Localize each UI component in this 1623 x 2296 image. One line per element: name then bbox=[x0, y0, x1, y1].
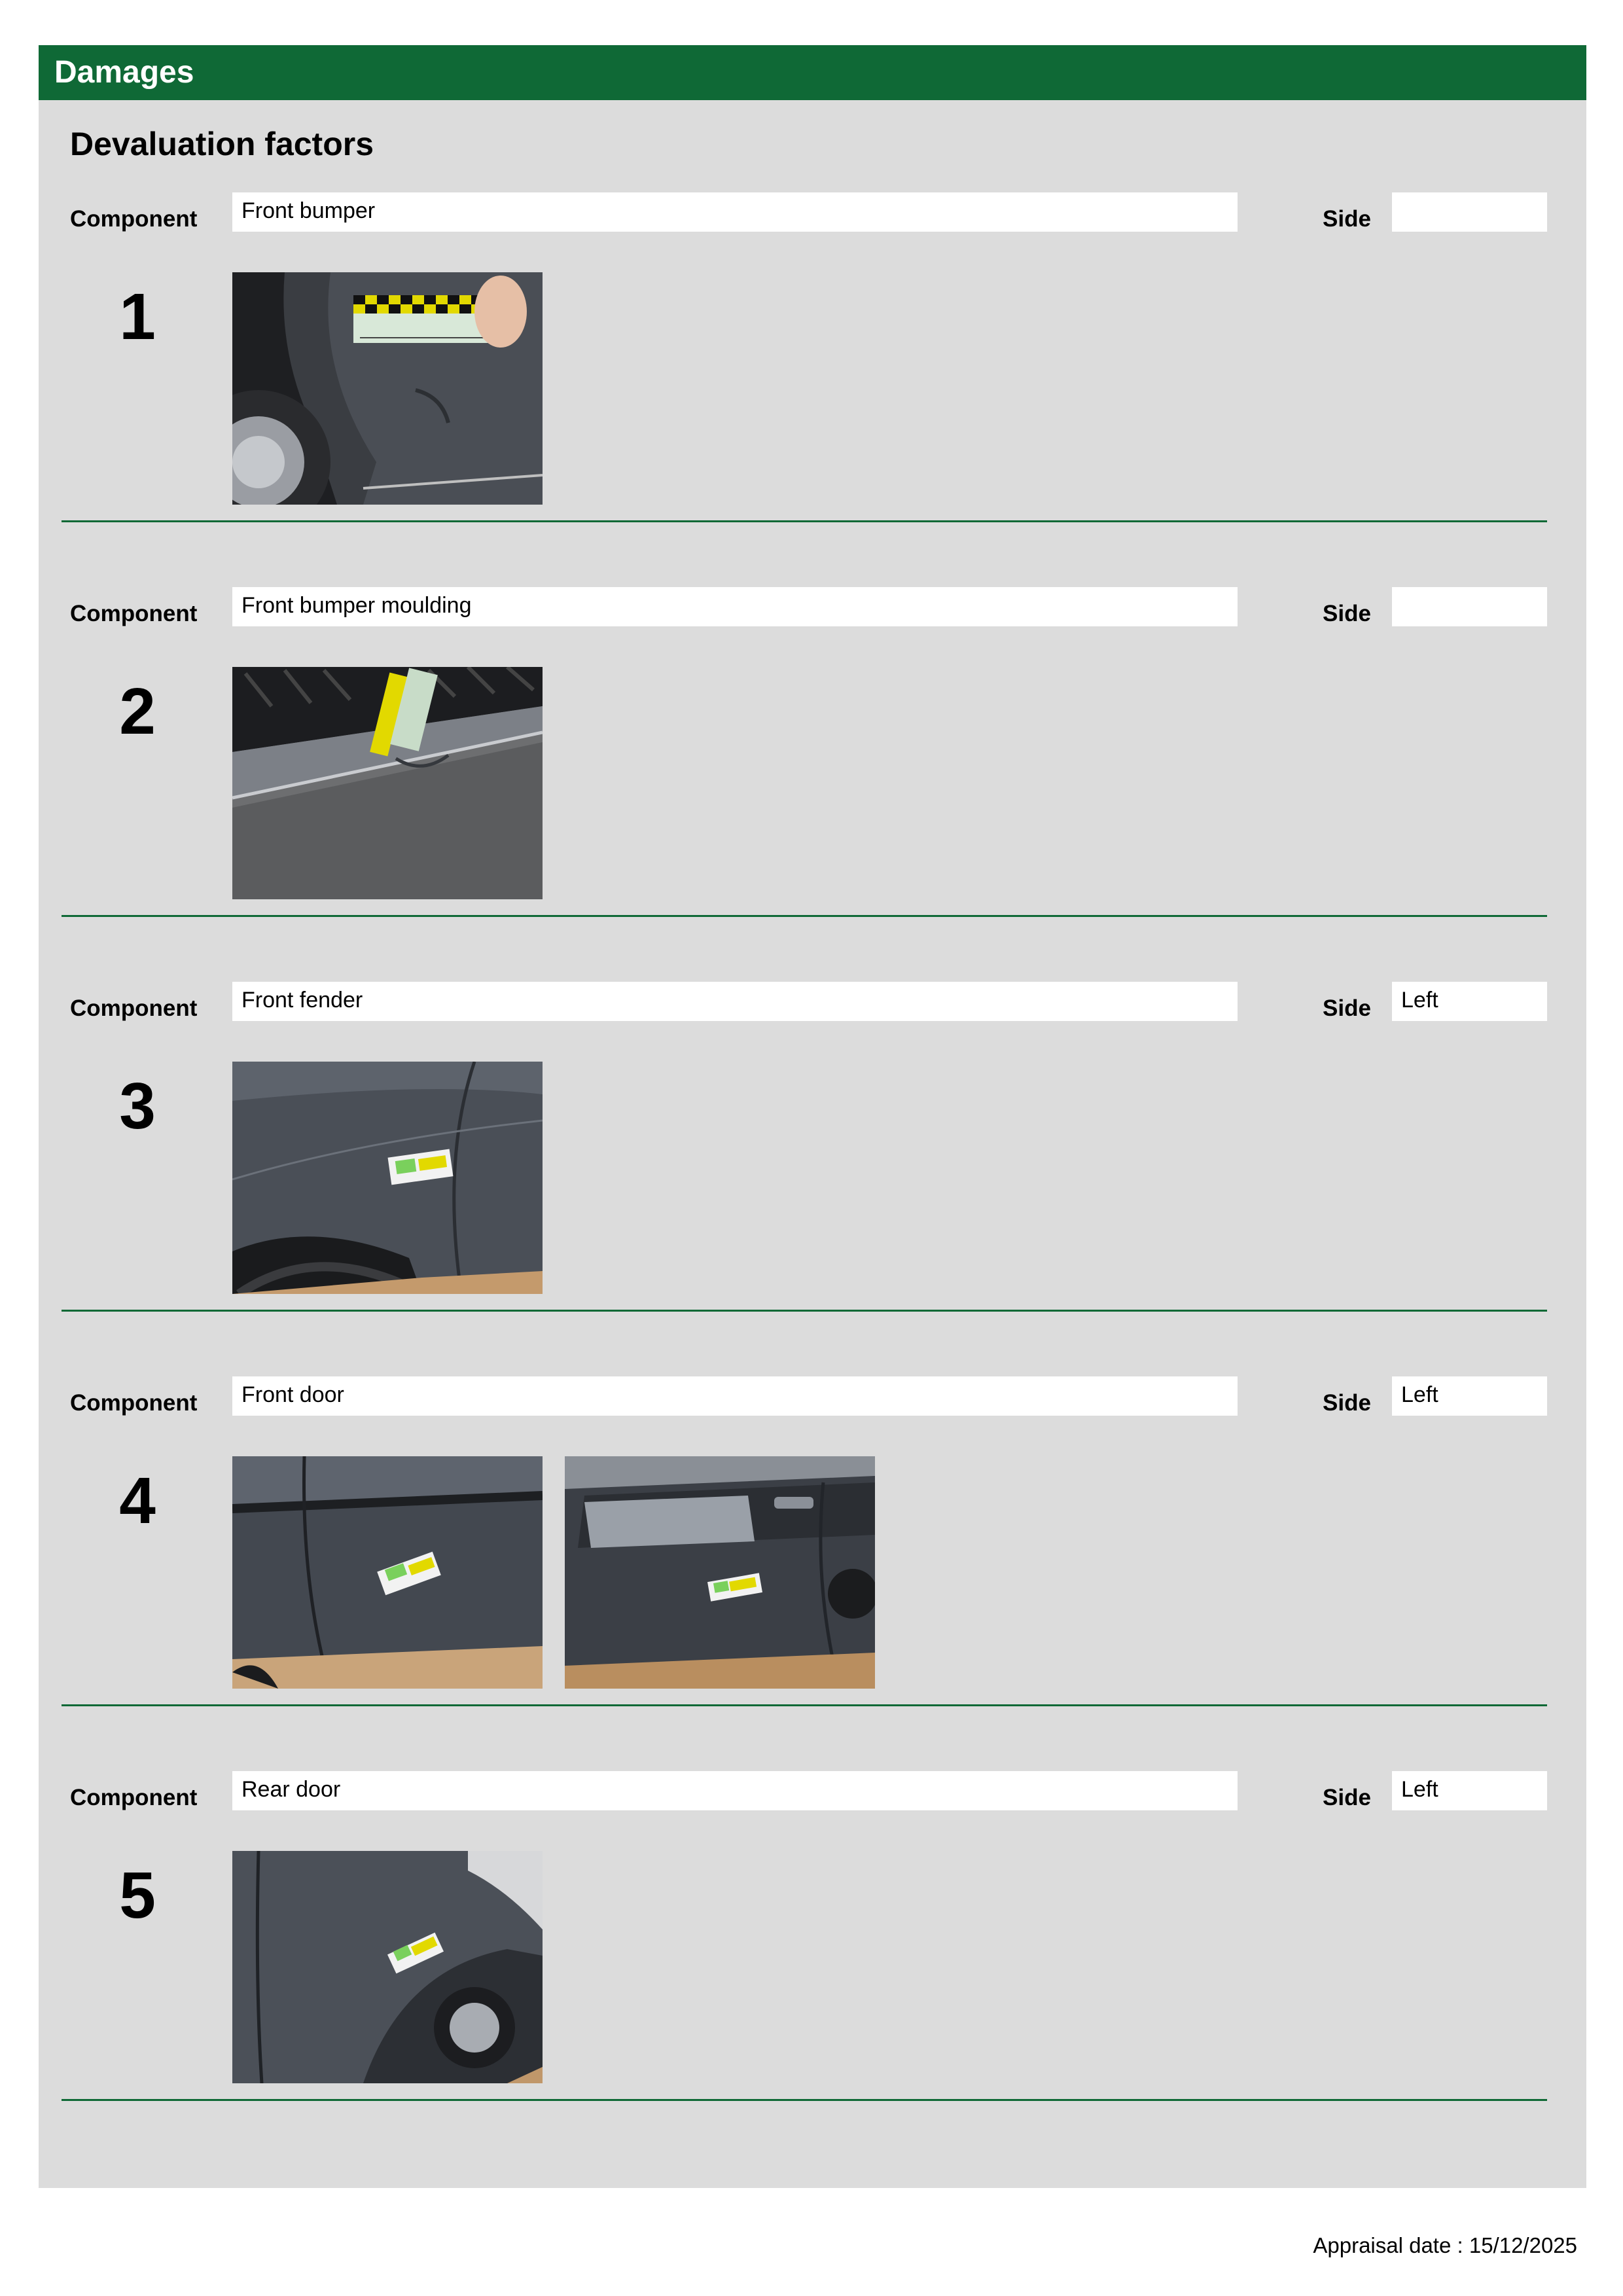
damage-photo[interactable] bbox=[565, 1456, 875, 1689]
damage-row bbox=[0, 517, 1623, 912]
front-door-photo-2-icon bbox=[565, 1456, 875, 1689]
damage-number: 5 bbox=[119, 1859, 156, 1932]
header-title: Damages bbox=[54, 55, 194, 90]
front-fender-photo-icon bbox=[232, 1062, 543, 1294]
component-label: Component bbox=[70, 206, 198, 232]
side-field: Left bbox=[1392, 982, 1547, 1021]
component-field: Front fender bbox=[232, 982, 1238, 1021]
damage-photo[interactable] bbox=[232, 1851, 543, 2083]
side-label: Side bbox=[1323, 1785, 1371, 1810]
damage-row bbox=[0, 122, 1623, 517]
damage-number: 1 bbox=[119, 280, 156, 353]
component-label: Component bbox=[70, 1785, 198, 1810]
side-field bbox=[1392, 587, 1547, 626]
damage-number: 2 bbox=[119, 675, 156, 748]
component-label: Component bbox=[70, 601, 198, 626]
side-label: Side bbox=[1323, 1390, 1371, 1416]
damage-row bbox=[0, 1701, 1623, 2096]
side-field: Left bbox=[1392, 1771, 1547, 1810]
rear-door-photo-icon bbox=[232, 1851, 543, 2083]
damage-row bbox=[0, 1306, 1623, 1701]
damage-row bbox=[0, 912, 1623, 1306]
appraisal-date: Appraisal date : 15/12/2025 bbox=[1313, 2233, 1577, 2257]
side-label: Side bbox=[1323, 601, 1371, 626]
damage-photo[interactable] bbox=[232, 272, 543, 505]
damage-photo[interactable] bbox=[232, 1062, 543, 1294]
component-field: Front bumper moulding bbox=[232, 587, 1238, 626]
front-bumper-photo-icon bbox=[232, 272, 543, 505]
component-field: Front bumper bbox=[232, 192, 1238, 232]
component-field: Front door bbox=[232, 1376, 1238, 1416]
side-field bbox=[1392, 192, 1547, 232]
damage-number: 4 bbox=[119, 1464, 156, 1537]
damage-photo[interactable] bbox=[232, 667, 543, 899]
component-field: Rear door bbox=[232, 1771, 1238, 1810]
row-divider bbox=[62, 2099, 1547, 2101]
side-label: Side bbox=[1323, 996, 1371, 1021]
component-label: Component bbox=[70, 1390, 198, 1416]
side-label: Side bbox=[1323, 206, 1371, 232]
section-title: Devaluation factors bbox=[70, 126, 374, 162]
front-door-photo-1-icon bbox=[232, 1456, 543, 1689]
damage-photo[interactable] bbox=[232, 1456, 543, 1689]
section-header-bar bbox=[39, 45, 1586, 100]
damage-number: 3 bbox=[119, 1069, 156, 1143]
front-bumper-moulding-photo-icon bbox=[232, 667, 543, 899]
side-field: Left bbox=[1392, 1376, 1547, 1416]
component-label: Component bbox=[70, 996, 198, 1021]
